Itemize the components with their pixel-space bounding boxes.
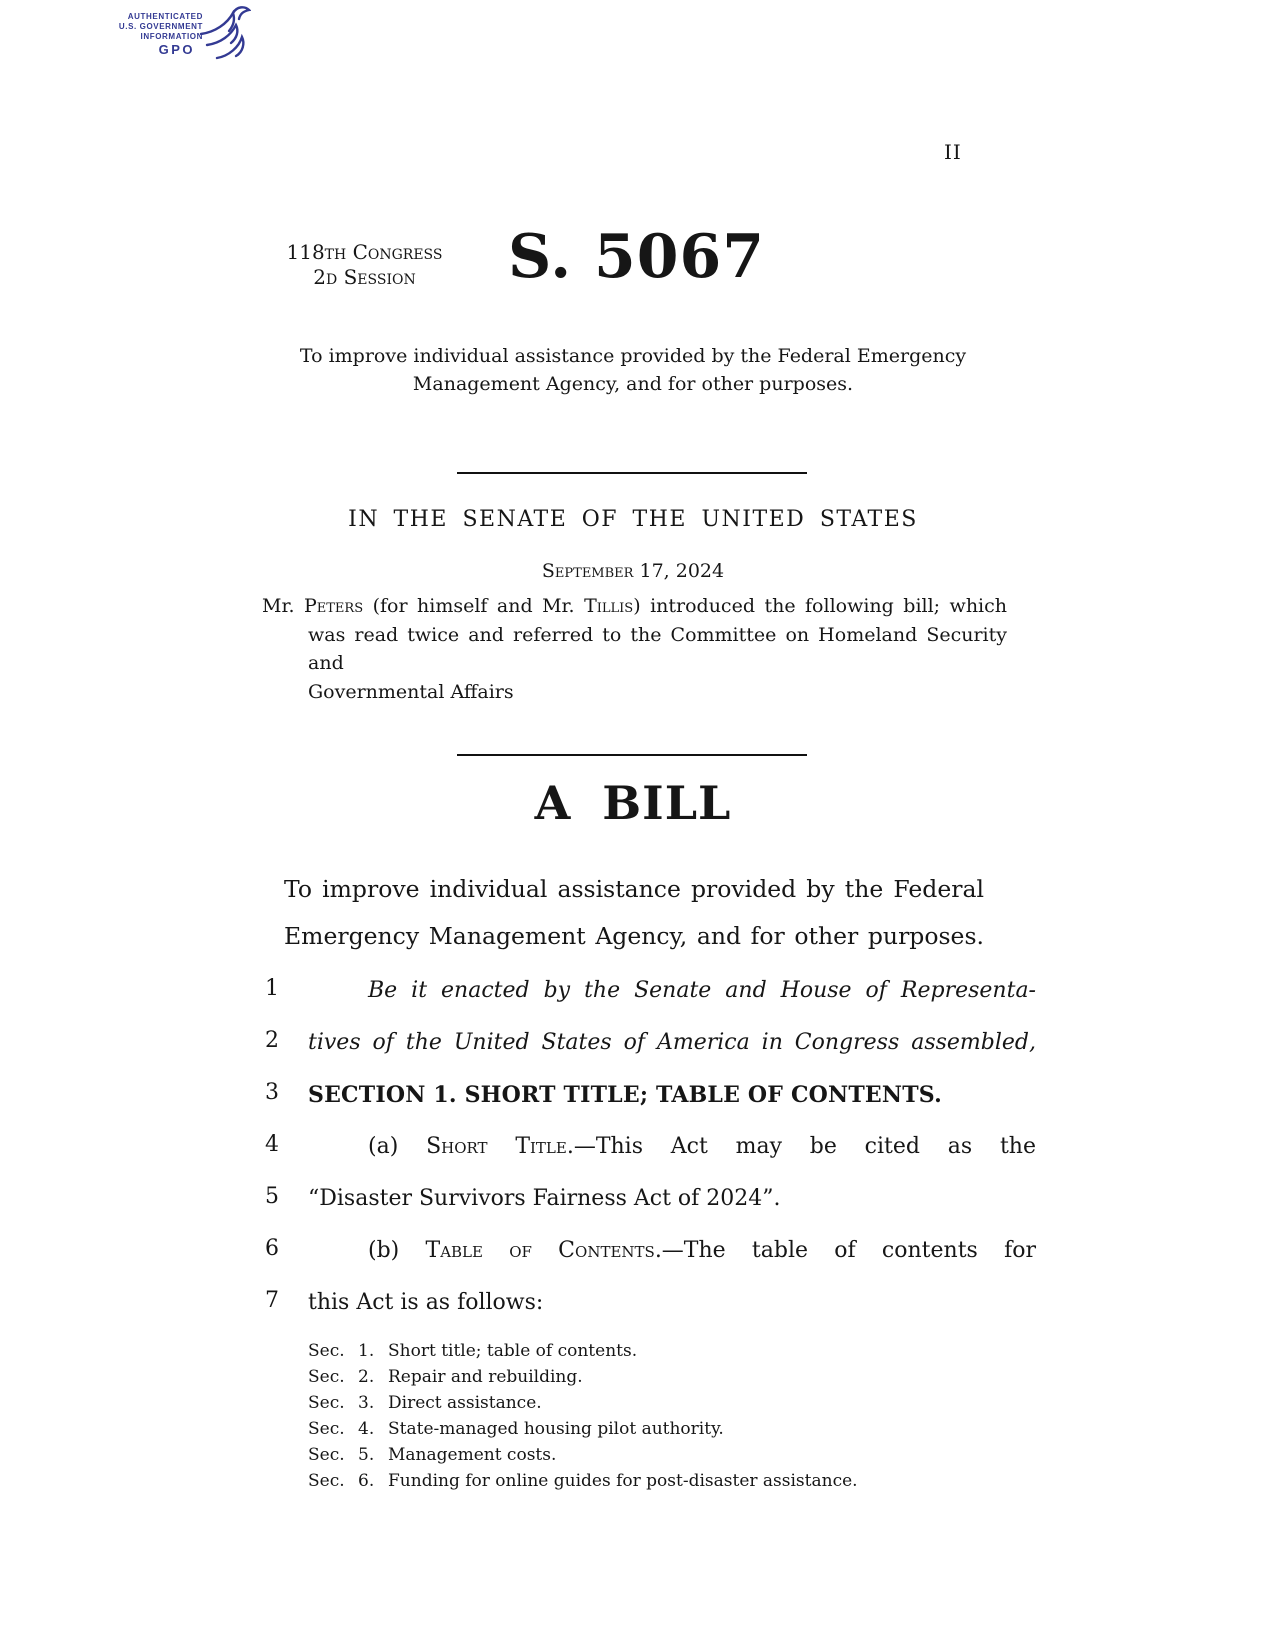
gpo-seal-line1: AUTHENTICATED xyxy=(127,12,203,21)
toc-number: 3. xyxy=(358,1393,375,1413)
line-text: “Disaster Survivors Fairness Act of 2024”. xyxy=(308,1186,781,1211)
line-number: 7 xyxy=(265,1288,279,1313)
line-text xyxy=(308,1132,1036,1162)
sponsor-line1-post: ) introduced the following bill; which xyxy=(633,595,1008,617)
bill-purpose xyxy=(284,866,984,960)
chamber-heading: IN THE SENATE OF THE UNITED STATES xyxy=(348,507,918,532)
short-title-smallcaps: Short Title xyxy=(426,1134,567,1159)
toc-number: 4. xyxy=(358,1419,375,1439)
sponsor-line1 xyxy=(262,592,1007,621)
toc-item-5 xyxy=(308,1442,1008,1468)
session-label: 2d Session xyxy=(313,265,416,289)
toc-item-1 xyxy=(308,1338,1008,1364)
toc-prefix: Sec. xyxy=(308,1419,345,1439)
line4-pre: (a) xyxy=(368,1134,427,1159)
toc-prefix: Sec. xyxy=(308,1367,345,1387)
horizontal-rule-top xyxy=(457,472,807,474)
sponsor-line1-pre: Mr. xyxy=(262,595,304,617)
toc-prefix: Sec. xyxy=(308,1393,345,1413)
sponsor-name-peters: Peters xyxy=(303,595,364,617)
sponsor-line3: Governmental Affairs xyxy=(308,680,514,703)
line-text: tives of the United States of America in Congress assembled, xyxy=(308,1030,1036,1055)
toc-item-4 xyxy=(308,1416,1008,1442)
toc-title: Repair and rebuilding. xyxy=(388,1367,583,1387)
toc-title: Management costs. xyxy=(388,1445,557,1465)
body-line-7 xyxy=(265,1288,1040,1318)
toc-item-3 xyxy=(308,1390,1008,1416)
line-text: Be it enacted by the Senate and House of Representa- xyxy=(368,978,1036,1003)
toc-number: 5. xyxy=(358,1445,375,1465)
congress-session-block xyxy=(262,240,467,290)
bill-purpose-line2: Emergency Management Agency, and for other purposes. xyxy=(284,922,984,950)
toc-prefix: Sec. xyxy=(308,1471,345,1491)
sponsor-line2: was read twice and referred to the Committee on Homeland Security and xyxy=(308,623,1007,674)
toc-number: 2. xyxy=(358,1367,375,1387)
toc-prefix: Sec. xyxy=(308,1445,345,1465)
gpo-seal-gpo-label: GPO xyxy=(158,42,195,57)
toc-title: State-managed housing pilot authority. xyxy=(388,1419,724,1439)
body-line-2 xyxy=(265,1028,1040,1058)
toc-title: Direct assistance. xyxy=(388,1393,542,1413)
horizontal-rule-bottom xyxy=(457,754,807,756)
table-of-contents-smallcaps: Table of Contents xyxy=(425,1238,655,1263)
body-line-3 xyxy=(265,1080,1040,1110)
sponsor-name-tillis: Tillis xyxy=(584,595,634,617)
bill-preamble-line2: Management Agency, and for other purposes. xyxy=(412,373,854,395)
gpo-seal-line3: INFORMATION xyxy=(140,32,203,41)
line-number: 2 xyxy=(265,1028,279,1053)
line-number: 1 xyxy=(265,976,279,1001)
line-number: 6 xyxy=(265,1236,279,1261)
toc-number: 1. xyxy=(358,1341,375,1361)
bill-purpose-line1: To improve individual assistance provided by the Federal xyxy=(284,875,984,903)
line-number: 5 xyxy=(265,1184,279,1209)
bill-heading: A BILL xyxy=(534,776,732,830)
toc-number: 6. xyxy=(358,1471,375,1491)
line-text: this Act is as follows: xyxy=(308,1290,544,1315)
toc-title: Funding for online guides for post-disaster assistance. xyxy=(388,1471,858,1491)
bill-number: S. 5067 xyxy=(508,222,765,292)
toc-item-6 xyxy=(308,1468,1008,1494)
line6-pre: (b) xyxy=(368,1238,426,1263)
page-folio: II xyxy=(944,140,962,164)
line-number: 3 xyxy=(265,1080,279,1105)
line-number: 4 xyxy=(265,1132,279,1157)
line6-post: .—The table of contents for xyxy=(654,1238,1036,1263)
congress-label: 118th Congress xyxy=(286,240,443,264)
line4-post: .—This Act may be cited as the xyxy=(566,1134,1036,1159)
sponsor-paragraph xyxy=(262,592,1007,706)
toc-prefix: Sec. xyxy=(308,1341,345,1361)
table-of-contents xyxy=(308,1338,1008,1494)
line-text xyxy=(308,1236,1036,1266)
toc-item-2 xyxy=(308,1364,1008,1390)
gpo-seal-line2: U.S. GOVERNMENT xyxy=(118,22,203,31)
body-line-5 xyxy=(265,1184,1040,1214)
gpo-seal xyxy=(93,4,251,64)
body-line-1 xyxy=(265,976,1040,1006)
toc-title: Short title; table of contents. xyxy=(388,1341,638,1361)
introduction-date: September 17, 2024 xyxy=(541,560,725,582)
body-line-4 xyxy=(265,1132,1040,1162)
bill-preamble xyxy=(243,342,1023,398)
bill-preamble-line1: To improve individual assistance provided by the Federal Emergency xyxy=(299,345,967,367)
gpo-eagle-icon xyxy=(193,4,251,64)
section-heading: SECTION 1. SHORT TITLE; TABLE OF CONTENTS. xyxy=(308,1082,942,1108)
gpo-seal-text xyxy=(119,12,203,42)
body-line-6 xyxy=(265,1236,1040,1266)
sponsor-line1-mid: (for himself and Mr. xyxy=(363,595,585,617)
